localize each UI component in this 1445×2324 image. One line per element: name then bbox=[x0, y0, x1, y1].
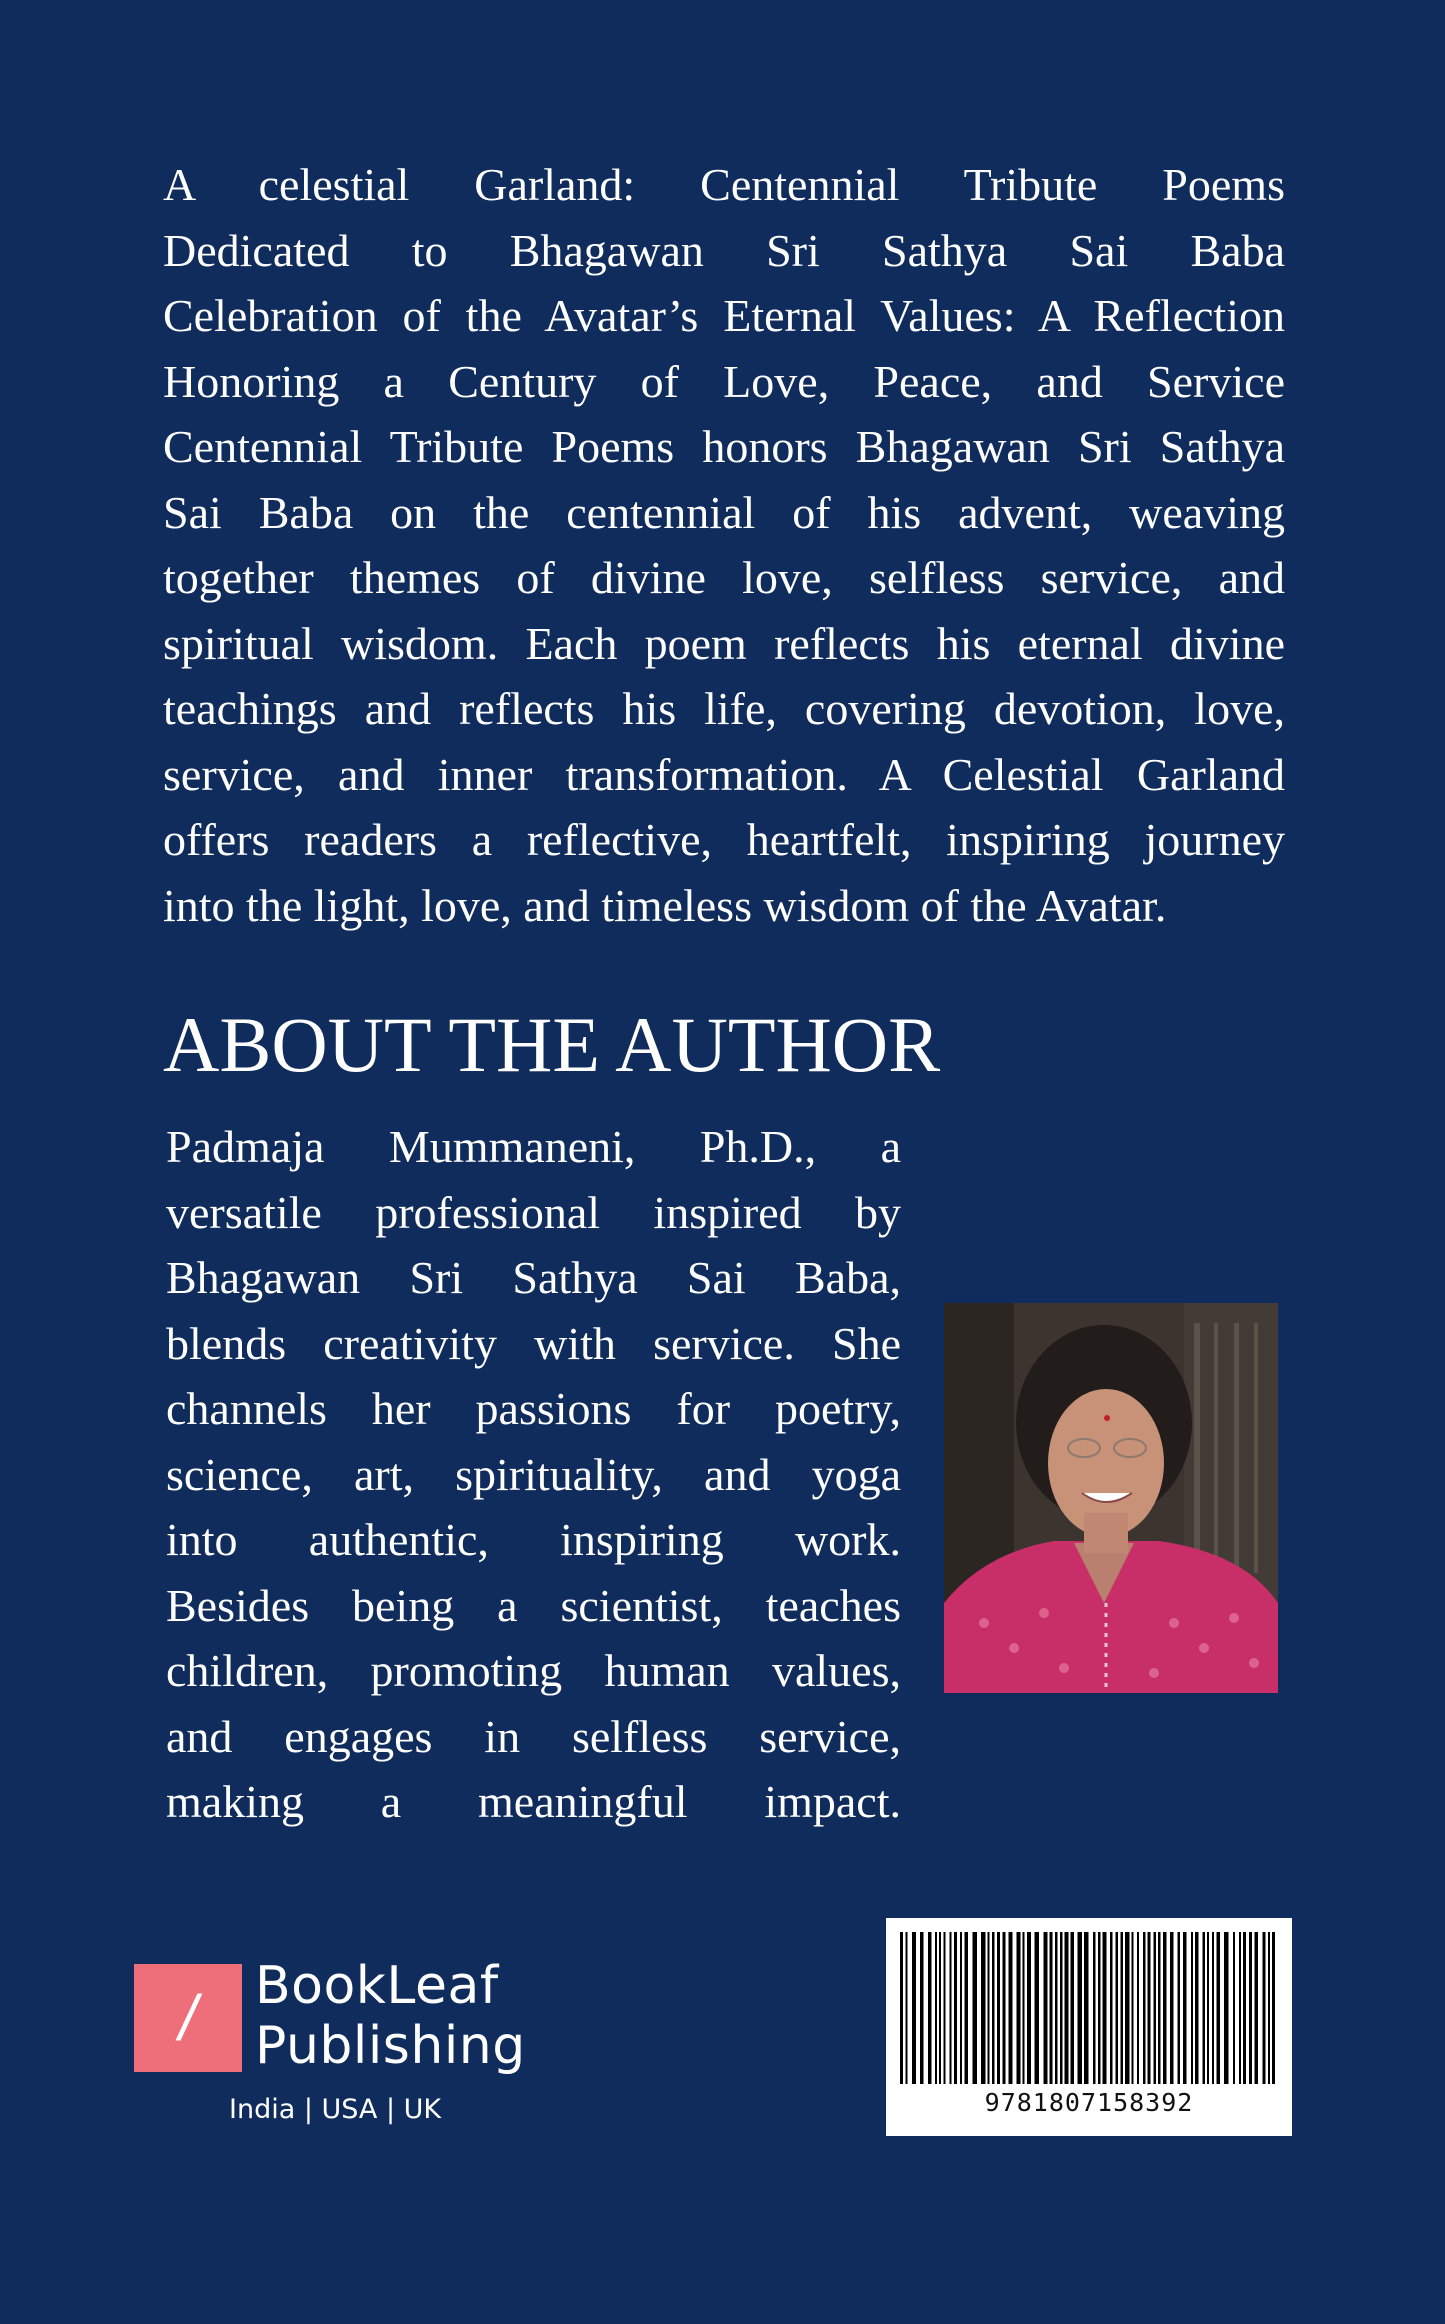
barcode-bar bbox=[997, 1932, 1000, 2084]
barcode-bars-icon bbox=[898, 1932, 1280, 2084]
bio-line: science, art, spirituality, and yoga bbox=[166, 1448, 901, 1500]
barcode-bar bbox=[1110, 1932, 1113, 2084]
barcode-bar bbox=[1143, 1932, 1146, 2084]
barcode-bar bbox=[1178, 1932, 1181, 2084]
barcode-bar bbox=[1035, 1932, 1040, 2084]
author-photo bbox=[944, 1303, 1278, 1693]
publisher-name-line2: Publishing bbox=[255, 2016, 526, 2076]
blurb-line: Sai Baba on the centennial of his advent, weaving bbox=[163, 486, 1285, 538]
barcode-bar bbox=[1078, 1932, 1083, 2084]
barcode-bar bbox=[1098, 1932, 1101, 2084]
barcode-bar bbox=[1195, 1932, 1199, 2084]
blurb-line: Centennial Tribute Poems honors Bhagawan Sri Sathya bbox=[163, 421, 1285, 472]
blurb-line: service, and inner transformation. A Celestial Garland bbox=[163, 748, 1285, 800]
barcode-bar bbox=[954, 1932, 957, 2084]
publisher-countries: India | USA | UK bbox=[229, 2094, 442, 2125]
publisher-mark-icon bbox=[134, 1964, 242, 2072]
barcode-bar bbox=[1093, 1932, 1096, 2084]
barcode-bar bbox=[973, 1932, 978, 2084]
publisher-mark-glyph: / bbox=[179, 1982, 197, 2054]
barcode-bar bbox=[1233, 1932, 1235, 2084]
barcode-bar bbox=[1268, 1932, 1270, 2084]
barcode-bar bbox=[981, 1932, 986, 2084]
barcode-bar bbox=[1183, 1932, 1187, 2084]
barcode-bar bbox=[1065, 1932, 1069, 2084]
bio-line: blends creativity with service. She bbox=[166, 1317, 901, 1369]
author-portrait-illustration bbox=[944, 1303, 1278, 1693]
barcode-bar bbox=[1207, 1932, 1209, 2084]
bio-line: into authentic, inspiring work. bbox=[166, 1514, 901, 1565]
barcode-bar bbox=[1154, 1932, 1157, 2084]
bio-line: and engages in selfless service, bbox=[166, 1710, 901, 1762]
barcode-bar bbox=[1121, 1932, 1124, 2084]
barcode-bar bbox=[960, 1932, 962, 2084]
barcode-bar bbox=[992, 1932, 995, 2084]
barcode-bar bbox=[939, 1932, 941, 2084]
blurb-line: Honoring a Century of Love, Peace, and Service bbox=[163, 355, 1285, 407]
bio-line: children, promoting human values, bbox=[166, 1645, 901, 1696]
barcode-bar bbox=[1071, 1932, 1075, 2084]
barcode-bar bbox=[920, 1932, 924, 2084]
bio-line: versatile professional inspired by bbox=[166, 1186, 901, 1238]
bio-line: Besides being a scientist, teaches bbox=[166, 1579, 901, 1631]
about-author-heading: ABOUT THE AUTHOR bbox=[163, 1001, 941, 1088]
barcode-bar bbox=[1044, 1932, 1048, 2084]
bio-line: Bhagawan Sri Sathya Sai Baba, bbox=[166, 1252, 901, 1303]
barcode-bar bbox=[1203, 1932, 1206, 2084]
barcode-bar bbox=[1212, 1932, 1214, 2084]
blurb-line: teachings and reflects his life, covering devotion, love, bbox=[163, 683, 1285, 734]
isbn-number: 9781807158392 bbox=[984, 2088, 1194, 2117]
barcode-bar bbox=[1116, 1932, 1119, 2084]
barcode-bar bbox=[1148, 1932, 1151, 2084]
book-blurb bbox=[163, 152, 1285, 938]
barcode-bar bbox=[1023, 1932, 1025, 2084]
barcode-bar bbox=[1125, 1932, 1130, 2084]
barcode-bar bbox=[1170, 1932, 1174, 2084]
barcode-bar bbox=[912, 1932, 916, 2084]
barcode-bar bbox=[900, 1932, 903, 2084]
author-bio bbox=[166, 1114, 901, 1835]
barcode-bar bbox=[1263, 1932, 1266, 2084]
barcode-bar bbox=[1055, 1932, 1058, 2084]
barcode-bar bbox=[1137, 1932, 1139, 2084]
blurb-line: Celebration of the Avatar’s Eternal Values: A Reflection bbox=[163, 290, 1285, 341]
publisher-name bbox=[255, 1956, 526, 2076]
publisher-name-line1: BookLeaf bbox=[255, 1956, 499, 2016]
barcode-bar bbox=[1163, 1932, 1167, 2084]
barcode-bar bbox=[1060, 1932, 1063, 2084]
barcode-bar bbox=[988, 1932, 990, 2084]
barcode-bar bbox=[1158, 1932, 1161, 2084]
bio-line: channels her passions for poetry, bbox=[166, 1383, 901, 1434]
barcode-bar bbox=[1249, 1932, 1252, 2084]
bio-line: making a meaningful impact. bbox=[166, 1776, 901, 1827]
barcode-bar bbox=[1239, 1932, 1241, 2084]
barcode-bar bbox=[1217, 1932, 1221, 2084]
barcode-bar bbox=[1224, 1932, 1229, 2084]
barcode-bar bbox=[1003, 1932, 1006, 2084]
blurb-line: Dedicated to Bhagawan Sri Sathya Sai Baba bbox=[163, 224, 1285, 276]
barcode-bar bbox=[1084, 1932, 1089, 2084]
barcode-bar bbox=[965, 1932, 969, 2084]
barcode-bar bbox=[1103, 1932, 1107, 2084]
blurb-line: offers readers a reflective, heartfelt, inspiring journey bbox=[163, 814, 1285, 865]
barcode-bar bbox=[1243, 1932, 1246, 2084]
isbn-barcode bbox=[886, 1918, 1292, 2136]
barcode-bar bbox=[1050, 1932, 1053, 2084]
blurb-line: A celestial Garland: Centennial Tribute Poems bbox=[163, 159, 1285, 210]
blurb-line: together themes of divine love, selfless service, and bbox=[163, 552, 1285, 603]
blurb-line: spiritual wisdom. Each poem reflects his eternal divine bbox=[163, 617, 1285, 669]
barcode-bar bbox=[1191, 1932, 1193, 2084]
barcode-bar bbox=[1017, 1932, 1021, 2084]
barcode-bar bbox=[1255, 1932, 1259, 2084]
barcode-bar bbox=[1009, 1932, 1013, 2084]
barcode-bar bbox=[906, 1932, 908, 2084]
barcode-bar bbox=[1132, 1932, 1134, 2084]
blurb-line: into the light, love, and timeless wisdom of the Avatar. bbox=[163, 879, 1167, 931]
bio-line: Padmaja Mummaneni, Ph.D., a bbox=[166, 1121, 901, 1172]
barcode-bar bbox=[950, 1932, 952, 2084]
barcode-bar bbox=[935, 1932, 937, 2084]
barcode-bar bbox=[1027, 1932, 1031, 2084]
barcode-bar bbox=[944, 1932, 946, 2084]
barcode-bar bbox=[1272, 1932, 1275, 2084]
barcode-bar bbox=[928, 1932, 932, 2084]
